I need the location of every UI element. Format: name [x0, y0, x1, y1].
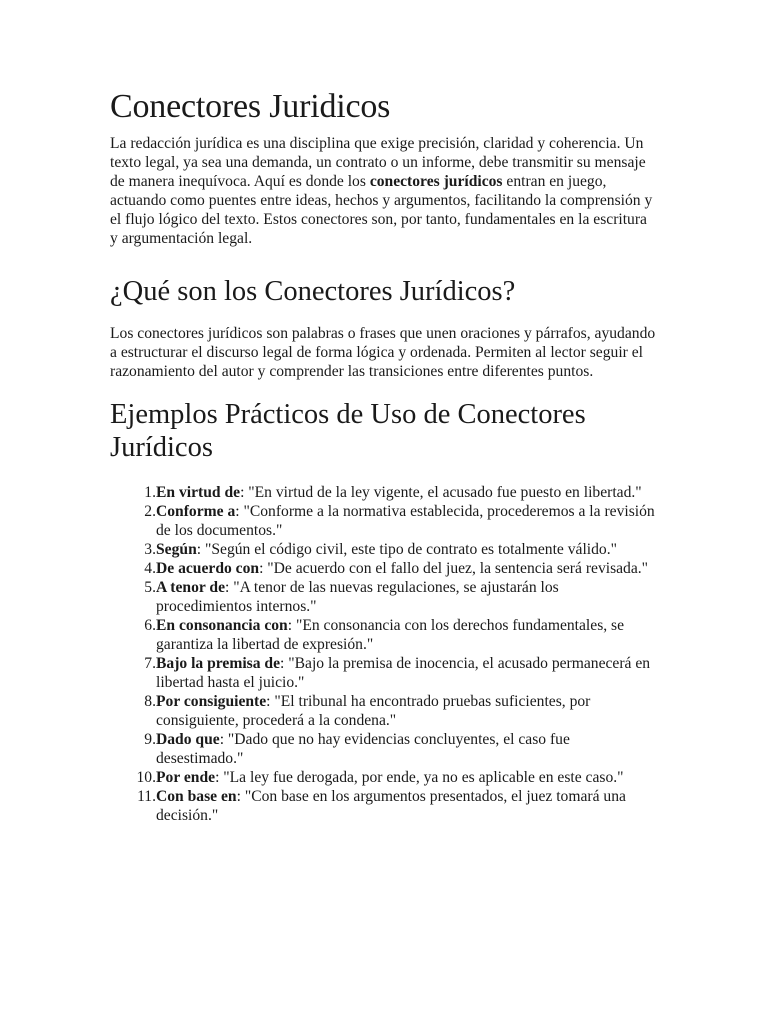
connector-example: : "En consonancia con los derechos fundamentales, se garantiza la libertad de expresión."	[156, 617, 625, 653]
connector-term: Por ende	[156, 769, 216, 786]
list-item-content	[156, 768, 658, 787]
list-item-content	[156, 578, 658, 616]
connector-term: Dado que	[156, 731, 220, 748]
list-item-content	[156, 483, 658, 502]
list-item-number: 10.	[136, 769, 156, 786]
list-item-number: 8.	[144, 693, 156, 710]
section-heading-examples: Ejemplos Prácticos de Uso de Conectores Jurídicos	[110, 399, 586, 463]
list-item-number: 3.	[144, 541, 156, 558]
intro-paragraph	[110, 134, 658, 248]
list-item-number: 2.	[144, 503, 156, 520]
connector-example: : "Según el código civil, este tipo de contrato es totalmente válido."	[196, 541, 617, 558]
list-item-number: 11.	[137, 788, 156, 805]
list-item-number: 6.	[144, 617, 156, 634]
connector-term: Según	[156, 541, 197, 558]
list-item	[110, 730, 658, 768]
connector-example: : "La ley fue derogada, por ende, ya no es aplicable en este caso."	[215, 769, 624, 786]
list-item	[110, 540, 658, 559]
list-item	[110, 578, 658, 616]
connector-term: Conforme a	[156, 503, 236, 520]
list-item-content	[156, 502, 658, 540]
list-item-content	[156, 559, 658, 578]
connector-term: Con base en	[156, 788, 237, 805]
list-item	[110, 483, 658, 502]
connector-example: : "Dado que no hay evidencias concluyentes, el caso fue desestimado."	[156, 731, 570, 767]
section-what-paragraph: Los conectores jurídicos son palabras o frases que unen oraciones y párrafos, ayudando a estructurar el discurso legal de forma lógica y ordenada. Permiten al lector seguir el razonamiento del autor y comprender las transiciones entre diferentes puntos.	[110, 325, 656, 380]
list-item-content	[156, 654, 658, 692]
list-item-number: 5.	[144, 579, 156, 596]
list-item	[110, 787, 658, 825]
list-item-number: 4.	[144, 560, 156, 577]
connector-example: : "A tenor de las nuevas regulaciones, se ajustarán los procedimientos internos."	[156, 579, 559, 615]
intro-text-start: La redacción jurídica es una disciplina que exige precisión, claridad y coherencia. Un texto legal, ya sea una demanda, un contrato o un informe, debe transmitir su mensaje de manera inequívoca. Aquí es donde los	[110, 135, 646, 190]
list-item	[110, 768, 658, 787]
list-item-content	[156, 787, 658, 825]
list-item-content	[156, 730, 658, 768]
connector-example: : "El tribunal ha encontrado pruebas suficientes, por consiguiente, procederá a la condena."	[156, 693, 591, 729]
list-item	[110, 654, 658, 692]
connector-term: En virtud de	[156, 484, 241, 501]
connector-example: : "Con base en los argumentos presentados, el juez tomará una decisión."	[156, 788, 626, 824]
connector-term: En consonancia con	[156, 617, 288, 634]
connector-term: A tenor de	[156, 579, 226, 596]
list-item-content	[156, 540, 658, 559]
connector-term: Por consiguiente	[156, 693, 267, 710]
list-item-content	[156, 692, 658, 730]
connector-term: Bajo la premisa de	[156, 655, 281, 672]
list-item-content	[156, 616, 658, 654]
intro-bold-term: conectores jurídicos	[369, 173, 503, 190]
section-heading-what: ¿Qué son los Conectores Jurídicos?	[110, 276, 516, 307]
list-item	[110, 502, 658, 540]
intro-text-end: entran en juego, actuando como puentes entre ideas, hechos y argumentos, facilitando la comprensión y el flujo lógico del texto. Estos conectores son, por tanto, fundamentales en la escritura y argumentación legal.	[110, 173, 653, 247]
list-item	[110, 692, 658, 730]
connector-example: : "En virtud de la ley vigente, el acusado fue puesto en libertad."	[240, 484, 642, 501]
page-title: Conectores Juridicos	[110, 88, 391, 125]
list-item	[110, 559, 658, 578]
connector-example: : "Conforme a la normativa establecida, procederemos a la revisión de los documentos."	[156, 503, 655, 539]
list-item-number: 1.	[144, 484, 156, 501]
list-item	[110, 616, 658, 654]
list-item-number: 7.	[144, 655, 156, 672]
connector-example: : "Bajo la premisa de inocencia, el acusado permanecerá en libertad hasta el juicio."	[156, 655, 651, 691]
connector-example: : "De acuerdo con el fallo del juez, la sentencia será revisada."	[259, 560, 649, 577]
list-item-number: 9.	[144, 731, 156, 748]
examples-list	[110, 483, 658, 825]
connector-term: De acuerdo con	[156, 560, 260, 577]
